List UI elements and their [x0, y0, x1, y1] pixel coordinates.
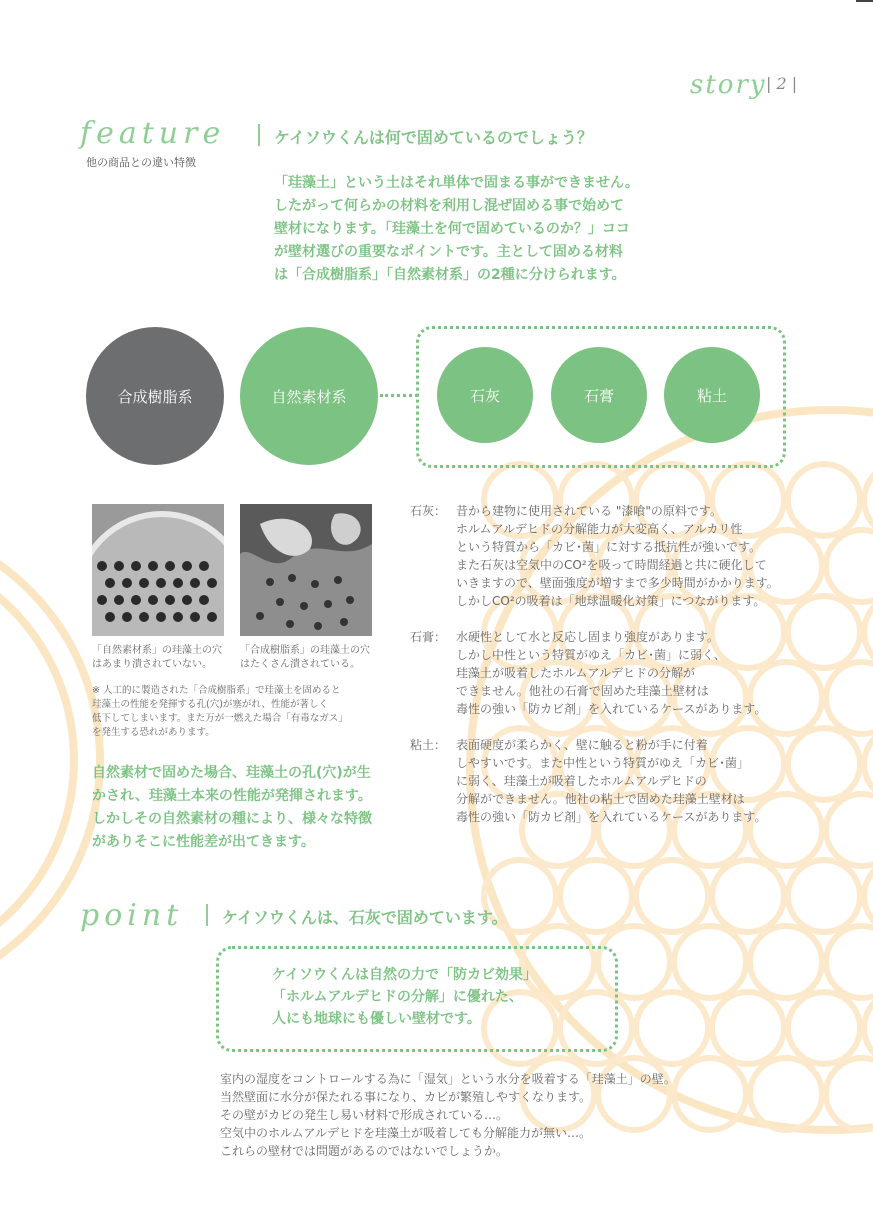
photo-pore — [276, 598, 284, 606]
decorative-ring — [864, 728, 873, 800]
photo-pore — [165, 595, 175, 605]
decorative-ring — [750, 1058, 822, 1130]
point-box-line: 「ホルムアルデヒドの分解」に優れた、 — [272, 989, 523, 1005]
photo-pore — [156, 578, 166, 588]
gypsum-desc-label: 石膏： — [410, 630, 447, 644]
decorative-ring — [826, 926, 873, 998]
summary-line: 自然素材で固めた場合、珪藻土の孔(穴)が生 — [92, 765, 371, 781]
decorative-ring — [750, 926, 822, 998]
desc-line: しやすいです。また中性という特質がゆえ「カビ･菌」 — [456, 756, 750, 770]
lime-circle — [437, 347, 533, 443]
synthetic-photo-caption — [240, 644, 370, 672]
note-line: 珪藻土の性能を発揮する孔(穴)が塞がれ、性能が著しく — [92, 699, 328, 710]
point-box-line: ケイソウくんは自然の力で「防カビ効果」 — [272, 967, 538, 983]
photo-pore — [131, 561, 141, 571]
intro-line: したがって何らかの材料を利用し混ぜ固める事で始めて — [274, 198, 624, 214]
caption-line: はたくさん潰されている。 — [240, 659, 360, 670]
decorative-ring — [864, 992, 873, 1064]
photo-pore — [207, 612, 217, 622]
desc-line: 珪藻土が吸着したホルムアルデヒドの分解が — [456, 666, 696, 680]
photo-pore — [173, 612, 183, 622]
natural-material-label: 自然素材系 — [271, 387, 347, 406]
decorative-ring — [788, 992, 860, 1064]
photo-pore — [114, 595, 124, 605]
desc-line: 毒性の強い「防カビ剤」を入れているケースがあります。 — [456, 810, 767, 824]
decorative-ring — [674, 926, 746, 998]
decorative-ring — [864, 464, 873, 536]
gypsum-description — [410, 628, 766, 718]
decorative-ring — [636, 860, 708, 932]
photo-pore — [131, 595, 141, 605]
synthetic-resin-label: 合成樹脂系 — [117, 387, 193, 406]
desc-line: 表面硬度が柔らかく、壁に触ると粉が手に付着 — [456, 738, 708, 752]
decorative-ring — [864, 596, 873, 668]
desc-line: また石灰は空気中のCO²を吸って時間経過と共に硬化して — [456, 558, 767, 572]
decorative-ring — [788, 728, 860, 800]
photo-pore — [288, 574, 296, 582]
photo-pore — [346, 596, 354, 604]
natural-diatom-photo — [92, 504, 224, 636]
photo-pore — [334, 576, 342, 584]
resin-warning-note — [92, 684, 348, 740]
photo-pore — [182, 561, 192, 571]
photo-pore — [182, 595, 192, 605]
photo-pore — [165, 561, 175, 571]
page-number: | 2 | — [766, 74, 798, 93]
desc-line: しかし中性という特質がゆえ「カビ･菌」に弱く、 — [456, 648, 726, 662]
photo-pore — [122, 612, 132, 622]
intro-line: 壁材になります。「珪藻土を何で固めているのか？」ココ — [274, 221, 630, 237]
clay-circle — [664, 347, 760, 443]
point-title: point — [80, 898, 184, 933]
decorative-ring — [560, 860, 632, 932]
photo-pore — [256, 612, 264, 620]
photo-pore — [190, 612, 200, 622]
desc-line: 水硬性として水と反応し固まり強度があります。 — [456, 630, 720, 644]
point-body-text — [220, 1070, 676, 1160]
point-heading-divider — [206, 904, 208, 926]
decorative-ring — [864, 860, 873, 932]
photo-pore — [139, 612, 149, 622]
decorative-ring — [826, 662, 873, 734]
note-line: を発生する恐れがあります。 — [92, 727, 215, 738]
body-line: 空気中のホルムアルデヒドを珪藻土が吸着しても分解能力が無い…。 — [220, 1126, 592, 1140]
caption-line: 「合成樹脂系」の珪藻土の穴 — [240, 645, 370, 656]
point-highlight-text — [272, 964, 537, 1030]
photo-pore — [105, 612, 115, 622]
synthetic-diatom-photo — [240, 504, 372, 636]
photo-pore — [97, 561, 107, 571]
story-label: story — [690, 70, 767, 100]
clay-label: 粘土 — [696, 386, 727, 405]
decorative-ring — [826, 1058, 873, 1130]
desc-line: いきますので、壁面強度が増すまで多少時間がかかります。 — [456, 576, 779, 590]
decorative-ring — [826, 530, 873, 602]
lime-desc-label: 石灰： — [410, 504, 447, 518]
desc-line: 昔から建物に使用されている "漆喰"の原料です。 — [456, 504, 722, 518]
clay-desc-label: 粘土： — [410, 738, 447, 752]
decorative-ring — [826, 794, 873, 866]
summary-line: がありそこに性能差が出てきます。 — [92, 834, 315, 850]
photo-pore — [311, 580, 319, 588]
desc-line: という特質から「カビ･菌」に対する抵抗性が強いです。 — [456, 540, 762, 554]
photo-pore — [286, 620, 294, 628]
heading-divider — [258, 124, 260, 146]
gypsum-circle — [551, 347, 647, 443]
natural-material-circle — [240, 327, 378, 465]
gypsum-label: 石膏 — [583, 386, 614, 405]
natural-material-summary — [92, 762, 372, 854]
photo-pore — [266, 578, 274, 586]
intro-line: 「珪藻土」という土はそれ単体で固まる事ができません。 — [274, 175, 639, 191]
decorative-ring — [712, 860, 784, 932]
top-edge-mark — [856, 0, 873, 2]
photo-pore — [97, 595, 107, 605]
decorative-ring — [636, 992, 708, 1064]
desc-line: できません。他社の石膏で固めた珪藻土壁材は — [456, 684, 709, 698]
point-heading: ケイソウくんは、石灰で固めています。 — [222, 908, 508, 927]
decorative-ring — [788, 860, 860, 932]
synthetic-resin-circle — [86, 327, 224, 465]
caption-line: はあまり潰されていない。 — [92, 659, 212, 670]
photo-pore — [324, 600, 332, 608]
feature-heading: ケイソウくんは何で固めているのでしょう？ — [274, 128, 593, 147]
connector-line — [380, 394, 418, 397]
photo-pore — [148, 561, 158, 571]
point-box-line: 人にも地球にも優しい壁材です。 — [272, 1011, 481, 1027]
photo-pore — [300, 602, 308, 610]
photo-pore — [199, 595, 209, 605]
body-line: これらの壁材では問題があるのではないでしょうか。 — [220, 1144, 509, 1158]
decorative-ring — [674, 1058, 746, 1130]
photo-pore — [122, 578, 132, 588]
feature-intro — [274, 172, 694, 287]
photo-pore — [207, 578, 217, 588]
body-line: 室内の湿度をコントロールする為に「湿気」という水分を吸着する「珪藻土」の壁。 — [220, 1072, 676, 1086]
feature-subtitle: 他の商品との違い特徴 — [86, 156, 196, 169]
photo-pore — [190, 578, 200, 588]
photo-pore — [199, 561, 209, 571]
desc-line: ホルムアルデヒドの分解能力が大変高く、アルカリ性 — [456, 522, 743, 536]
desc-line: 分解ができません。他社の粘土で固めた珪藻土壁材は — [456, 792, 745, 806]
summary-line: しかしその自然素材の種により、様々な特徴 — [92, 811, 372, 827]
photo-pore — [148, 595, 158, 605]
photo-pore — [340, 618, 348, 626]
note-line: ※ 人工的に製造された「合成樹脂系」で珪藻土を固めると — [92, 685, 341, 696]
feature-title: feature — [80, 116, 226, 151]
desc-line: しかしCO²の吸着は「地球温暖化対策」につながります。 — [456, 594, 766, 608]
desc-line: 毒性の強い「防カビ剤」を入れているケースがあります。 — [456, 702, 767, 716]
decorative-ring — [788, 596, 860, 668]
desc-line: に弱く、珪藻土が吸着したホルムアルデヒドの — [456, 774, 707, 788]
clay-description — [410, 736, 766, 826]
decorative-ring — [788, 464, 860, 536]
photo-pore — [173, 578, 183, 588]
note-line: 低下してしまいます。また万が一燃えた場合「有毒なガス」 — [92, 713, 348, 724]
photo-pore — [156, 612, 166, 622]
caption-line: 「自然素材系」の珪藻土の穴 — [92, 645, 222, 656]
intro-line: は「合成樹脂系」「自然素材系」の2種に分けられます。 — [274, 267, 626, 283]
body-line: その壁がカビの発生し易い材料で形成されている…。 — [220, 1108, 509, 1122]
body-line: 当然壁面に水分が保たれる事になり、カビが繁殖しやすくなります。 — [220, 1090, 592, 1104]
summary-line: かされ、珪藻土本来の性能が発揮されます。 — [92, 788, 372, 804]
photo-pore — [139, 578, 149, 588]
lime-label: 石灰 — [469, 386, 500, 405]
natural-photo-caption — [92, 644, 222, 672]
photo-pore — [105, 578, 115, 588]
intro-line: が壁材選びの重要なポイントです。主として固める材料 — [274, 244, 623, 260]
decorative-ring — [712, 992, 784, 1064]
photo-pore — [114, 561, 124, 571]
photo-pore — [314, 622, 322, 630]
lime-description — [410, 502, 779, 610]
